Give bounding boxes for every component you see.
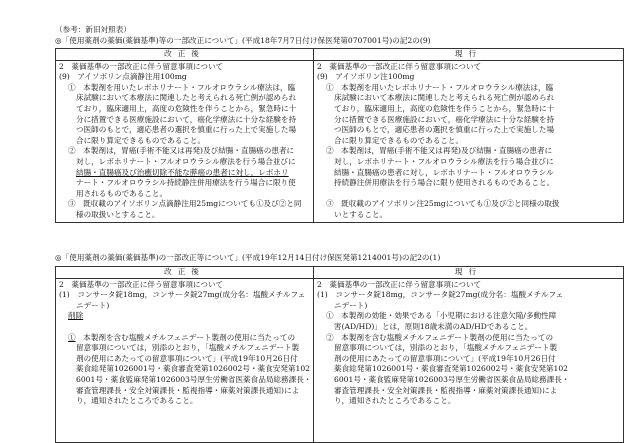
text-line: 剤の使用にあたっての留意事項について」(平成19年10月26日付 <box>76 353 298 363</box>
text-line: 留意事項については，別添のとおり，「塩酸メチルフェニデート製 <box>76 343 300 353</box>
header-current: 現行 <box>314 267 624 279</box>
text-line: ③ 既収載のアイソボリン注25mgについても①及び②と同様の取扱 <box>326 199 560 209</box>
text-line: ニデート) <box>334 300 368 310</box>
text-line: 用されるものであること。 <box>76 188 168 198</box>
text-line: つ医師のもとで，適応患者の選択を慎重に行った上で実施した場 <box>76 125 297 135</box>
text-line: 床試験において本療法に関連したと考えられる死亡例が認められ <box>334 93 555 103</box>
table-row <box>56 278 624 442</box>
current-column <box>314 60 624 222</box>
text-line: ① 本製剤を含む塩酸メチルフェニデート製剤の使用に当たっての <box>68 332 296 342</box>
text-line: (1) コンサータ錠18mg，コンサータ錠27mg(成分名：塩酸メチルフェ <box>317 290 564 300</box>
text-line: 審査管理課長・安全対策課長・監視指導・麻薬対策課長通知)によ <box>334 385 558 395</box>
text-line: ており，臨床適用上，高度の危険性を伴うことから，緊急時に十 <box>334 103 555 113</box>
text-line: 床試験において本療法に関連したと考えられる死亡例が認められ <box>76 93 297 103</box>
text-line: 合に限り算定できるものであること。 <box>334 135 464 145</box>
table-header-row <box>56 49 624 61</box>
table-header-row <box>56 267 624 279</box>
text-line: ① 本製剤を用いたレボホリナート・フルオロウラシル療法は，臨 <box>326 82 554 92</box>
text-line: ① 本製剤を用いたレボホリナート・フルオロウラシル療法は，臨 <box>68 82 296 92</box>
text-line: 薬食総発第1026001号・薬食審査発第1026002号・薬食安発第102 <box>334 364 569 374</box>
text-line-rest: 本製剤を含む塩酸メチルフェニデート製剤の使用に当たっての <box>75 332 296 342</box>
text-line: り，通知されたところであること。 <box>76 396 198 406</box>
text-line-underlined: 結腸・直腸癌及び治癒切除不能な膵癌の患者に対し，レボホリ <box>76 167 289 177</box>
text-line: 薬食総発第1026001号・薬食審査発第1026002号・薬食安発第102 <box>76 364 311 374</box>
current-column <box>314 278 624 442</box>
blank-line <box>317 189 620 200</box>
section2-caption: ◎「使用薬剤の薬価(薬価基準)の一部改正等について」(平成19年12月14日付け保医発第1214001号)の記2の(1) <box>55 253 441 262</box>
text-line: 持続静注併用療法を行う場合に限り使用されるものであること。 <box>334 178 555 188</box>
text-line: 分に措置できる医療施設において，癌化学療法に十分な経験を持 <box>334 114 555 124</box>
text-line: いとすること。 <box>334 209 388 219</box>
text-line: 留意事項については，別添のとおり，「塩酸メチルフェニデート製 <box>334 343 558 353</box>
text-line: 2 薬価基準の一部改正に伴う留意事項について <box>59 279 224 289</box>
text-line: 2 薬価基準の一部改正に伴う留意事項について <box>317 279 482 289</box>
text-line: 分に措置できる医療施設において，癌化学療法に十分な経験を持 <box>76 114 297 124</box>
text-line: 様の取扱いとすること。 <box>76 209 160 219</box>
revised-column <box>56 60 314 222</box>
text-line: ており，臨床適用上，高度の危険性を伴うことから，緊急時に十 <box>76 103 297 113</box>
text-line: (9) アイソボリン注100mg <box>317 72 415 82</box>
header-current: 現行 <box>314 49 624 61</box>
text-line: 害(AD/HD)」とは，原則18歳未満のAD/HDであること。 <box>334 321 533 331</box>
text-line: 6001号・薬食監麻発第1026003号厚生労働省医薬食品局総務課長・ <box>76 374 312 384</box>
text-line: 審査管理課長・安全対策課長・監視指導・麻薬対策課長通知)によ <box>76 385 300 395</box>
text-line: ② 本製剤は，胃癌(手術不能又は再発)及び結腸・直腸癌の患者に <box>326 146 553 156</box>
text-line: り，通知されたところであること。 <box>334 396 456 406</box>
text-line: ③ 既収載のアイソボリン点滴静注用25mgについても①及び②と同 <box>68 199 302 209</box>
table-row <box>56 60 624 222</box>
text-line: ニデート) <box>76 300 110 310</box>
revised-column <box>56 278 314 442</box>
text-line: ナート・フルオロウラシル持続静注併用療法を行う場合に限り使 <box>76 178 296 188</box>
text-line: 対し，レボホリナート・フルオロウラシル療法を行う場合並びに <box>76 156 296 166</box>
text-line: 2 薬価基準の一部改正に伴う留意事項について <box>59 61 224 71</box>
header-revised: 改正後 <box>56 267 314 279</box>
text-line: 合に限り算定できるものであること。 <box>76 135 206 145</box>
header-revised: 改正後 <box>56 49 314 61</box>
reference-note: （参考：新旧対照表） <box>55 25 131 34</box>
text-line: 2 薬価基準の一部改正に伴う留意事項について <box>317 61 482 71</box>
deleted-marker: 削除 <box>68 311 84 321</box>
text-line: (9) アイソボリン点滴静注用100mg <box>59 72 187 82</box>
text-line: (1) コンサータ錠18mg，コンサータ錠27mg(成分名：塩酸メチルフェ <box>59 290 306 300</box>
section1-caption: ◎「使用薬剤の薬価(薬価基準)等の一部改正について」(平成18年7月7日付け保医発第0707001号)の記2の(9) <box>55 36 431 45</box>
text-line: 6001号・薬食監麻発第1026003号厚生労働省医薬食品局総務課長・ <box>334 374 570 384</box>
text-line: 対し，レボホリナート・フルオロウラシル療法を行う場合並びに <box>334 156 554 166</box>
text-line: つ医師のもとで，適応患者の選択を慎重に行った上で実施した場 <box>334 125 555 135</box>
text-line: ① 本製剤の効能・効果である「小児期における注意欠陥/多動性障 <box>326 311 557 321</box>
text-line: 剤の使用にあたっての留意事項について」(平成19年10月26日付 <box>334 353 556 363</box>
section1-comparison-table <box>55 48 624 223</box>
section2-comparison-table <box>55 266 624 443</box>
text-line: ② 本製剤は，胃癌(手術不能又は再発)及び結腸・直腸癌の患者に <box>68 146 295 156</box>
text-line: ② 本製剤を含む塩酸メチルフェニデート製剤の使用に当たっての <box>326 332 554 342</box>
blank-line <box>59 322 310 333</box>
text-line: 結腸・直腸癌の患者に対し，レボホリナート・フルオロウラシル <box>334 167 554 177</box>
